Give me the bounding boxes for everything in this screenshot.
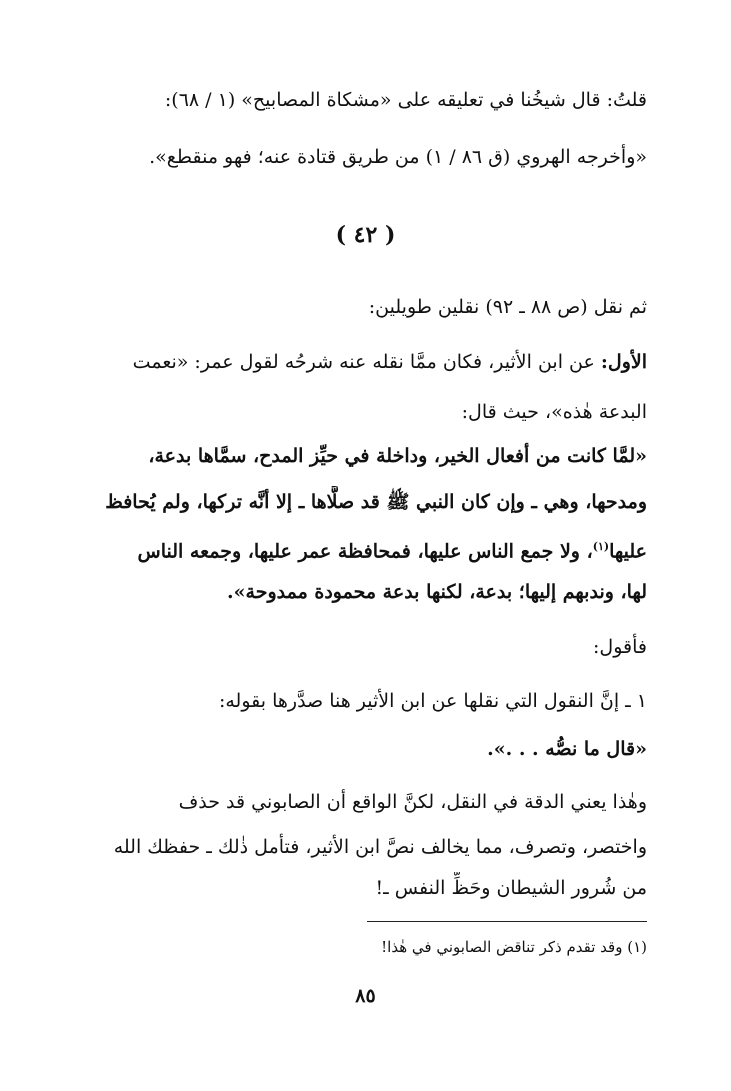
quote-line-4: لها، وندبهم إليها؛ بدعة، لكنها بدعة محمودة ممدوحة». <box>227 581 647 603</box>
text-line-3: ثم نقل (ص ٨٨ ـ ٩٢) نقلين طويلين: <box>368 296 647 318</box>
word-with-note: عليها <box>609 540 647 563</box>
text-line-1: قلتُ: قال شيخُنا في تعليقه على «مشكاة المصابيح» (١ / ٦٨): <box>164 89 647 111</box>
first-label: الأول: <box>600 351 647 373</box>
footnote: (١) وقد تقدم ذكر تناقض الصابوني في هٰذا! <box>381 938 647 956</box>
text-line-10: واختصر، وتصرف، مما يخالف نصَّ ابن الأثير، فتأمل ذٰلك ـ حفظك الله <box>113 836 647 858</box>
text-line-5: البدعة هٰذه»، حيث قال: <box>461 401 647 423</box>
section-title: ( ٤٢ ) <box>335 222 396 248</box>
quote-line-3-body: ، ولا جمع الناس عليها، فمحافظة عمر عليها، وجمعه الناس <box>137 540 593 563</box>
text-line-4-body: عن ابن الأثير، فكان ممَّا نقله عنه شرحُه لقول عمر: «نعمت <box>132 351 595 373</box>
text-line-4 <box>68 346 647 382</box>
text-line-8: «قال ما نصُّه . . .». <box>487 738 647 760</box>
text-line-7: ١ ـ إنَّ النقول التي نقلها عن ابن الأثير هنا صدَّرها بقوله: <box>218 690 647 712</box>
footnote-marker: (١) <box>592 540 610 553</box>
quote-line-2: ومدحها، وهي ـ وإن كان النبي ﷺ قد صلَّاها ـ إلا أنَّه تركها، ولم يُحافظ <box>105 491 647 513</box>
page-number: ٨٥ <box>355 985 376 1007</box>
quote-line-1: «لمَّا كانت من أفعال الخير، وداخلة في حيِّز المدح، سمَّاها بدعة، <box>148 445 647 467</box>
text-line-2: «وأخرجه الهروي (ق ٨٦ / ١) من طريق قتادة عنه؛ فهو منقطع». <box>149 146 647 168</box>
text-line-6: فأقول: <box>593 636 647 658</box>
footnote-divider <box>367 921 647 922</box>
text-line-11: من شُرور الشيطان وحَظِّ النفس ـ! <box>375 877 647 899</box>
text-line-9: وهٰذا يعني الدقة في النقل، لكنَّ الواقع أن الصابوني قد حذف <box>178 791 647 813</box>
quote-line-3 <box>68 531 647 567</box>
